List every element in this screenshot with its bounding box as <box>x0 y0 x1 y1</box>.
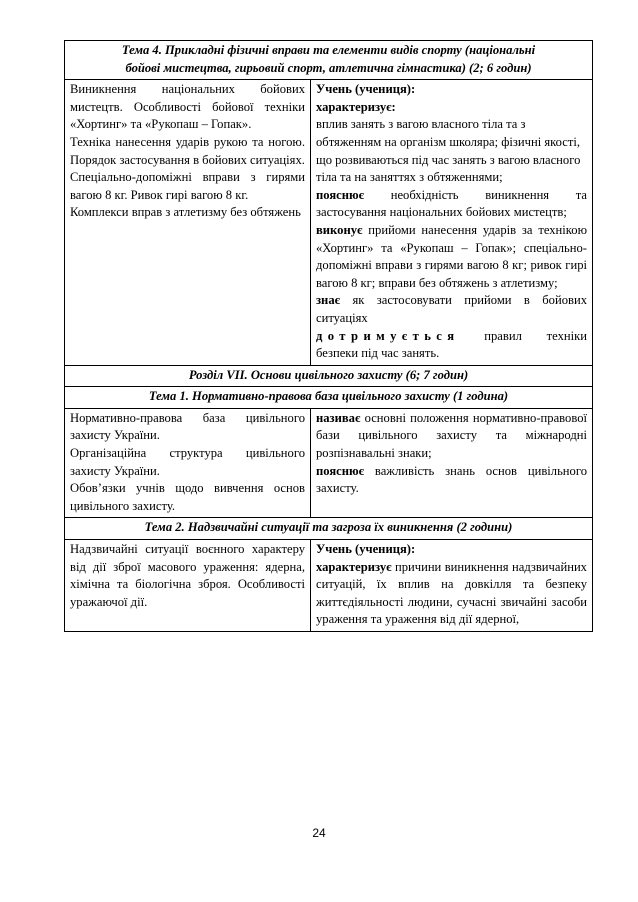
follows-text: правил техніки безпеки під час занять. <box>316 328 587 361</box>
follows-label: дотримується <box>316 328 460 343</box>
student-label: Учень (учениця): <box>316 542 416 557</box>
names-text: основні положення нормативно-правової бази цивільного захисту та міжнародні розпізнавальні знаки; <box>316 410 587 461</box>
performs-text: прийоми нанесення ударів за технікою «Хортинг» та «Рукопаш – Гопак»; спеціально-допоміжні вправи з гирями вагою 8 кг; ривок гирі вагою 8 кг; вправи без обтяжень з атлетизму; <box>316 222 587 290</box>
characterizes-label: характеризує: <box>316 99 396 114</box>
content-paragraph: Надзвичайні ситуації воєнного характеру від дії зброї масового ураження: ядерна, хімічна та біологічна зброя. Особливості уражаючої дії. <box>70 542 305 609</box>
content-paragraph: Техніка нанесення ударів рукою та ногою. Порядок застосування в бойових ситуаціях. <box>70 134 305 167</box>
topic2-header: Тема 2. Надзвичайні ситуації та загроза їх виникнення (2 години) <box>65 518 593 540</box>
content-paragraph: Обов’язки учнів щодо вивчення основ цивільного захисту. <box>70 481 305 513</box>
topic1-header-row <box>65 387 593 409</box>
topic4-requirements-cell <box>311 80 593 366</box>
section7-header: Розділ VII. Основи цивільного захисту (6; 7 годин) <box>65 365 593 387</box>
characterizes-label: характеризує <box>316 559 392 574</box>
content-paragraph: Організаційна структура цивільного захисту України. <box>70 446 305 478</box>
characterizes-text: вплив занять з вагою власного тіла та з обтяженням на організм школяра; фізичні якості, що розвиваються під час занять з вагою власного тіла та на заняттях з обтяженнями; <box>316 117 581 185</box>
performs-label: виконує <box>316 222 363 237</box>
knows-label: знає <box>316 293 341 308</box>
topic1-content-row <box>65 408 593 518</box>
topic4-content-cell <box>65 80 311 366</box>
topic4-header <box>65 41 593 80</box>
curriculum-table <box>64 40 593 632</box>
topic4-header-row <box>65 41 593 80</box>
content-paragraph: Спеціально-допоміжні вправи з гирями вагою 8 кг. Ривок гирі вагою 8 кг. <box>70 170 305 202</box>
explains-label: пояснює <box>316 187 365 202</box>
explains-text: необхідність виникнення та застосування національних бойових мистецтв; <box>316 187 588 220</box>
topic4-header-line2: бойові мистецтва, гирьовий спорт, атлетична гімнастика) (2; 6 годин) <box>125 60 532 75</box>
knows-text: як застосовувати прийоми в бойових ситуаціях <box>316 293 588 325</box>
explains-text: важливість знань основ цивільного захисту. <box>316 463 587 496</box>
explains-label: пояснює <box>316 463 365 478</box>
topic2-header-row <box>65 518 593 540</box>
topic1-requirements-cell <box>311 408 593 518</box>
topic2-content-row <box>65 540 593 632</box>
characterizes-text: причини виникнення надзвичайних ситуацій, їх вплив на довкілля та безпеку життєдіяльності людини, сучасні звичайні засоби ураження та ураження від дії ядерної, <box>316 559 587 627</box>
content-paragraph: Комплекси вправ з атлетизму без обтяжень <box>70 205 301 220</box>
topic2-requirements-cell <box>311 540 593 632</box>
content-paragraph: Виникнення національних бойових мистецтв. Особливості бойової техніки «Хортинг» та «Рукопаш – Гопак». <box>70 82 305 132</box>
topic1-content-cell <box>65 408 311 518</box>
student-label: Учень (учениця): <box>316 82 416 97</box>
topic4-content-row <box>65 80 593 366</box>
topic1-header: Тема 1. Нормативно-правова база цивільного захисту (1 година) <box>65 387 593 409</box>
topic2-content-cell <box>65 540 311 632</box>
page-number: 24 <box>312 826 326 840</box>
names-label: називає <box>316 410 361 425</box>
content-paragraph: Нормативно-правова база цивільного захисту України. <box>70 410 305 443</box>
section7-header-row <box>65 365 593 387</box>
topic4-header-line1: Тема 4. Прикладні фізичні вправи та елементи видів спорту (національні <box>121 43 536 57</box>
